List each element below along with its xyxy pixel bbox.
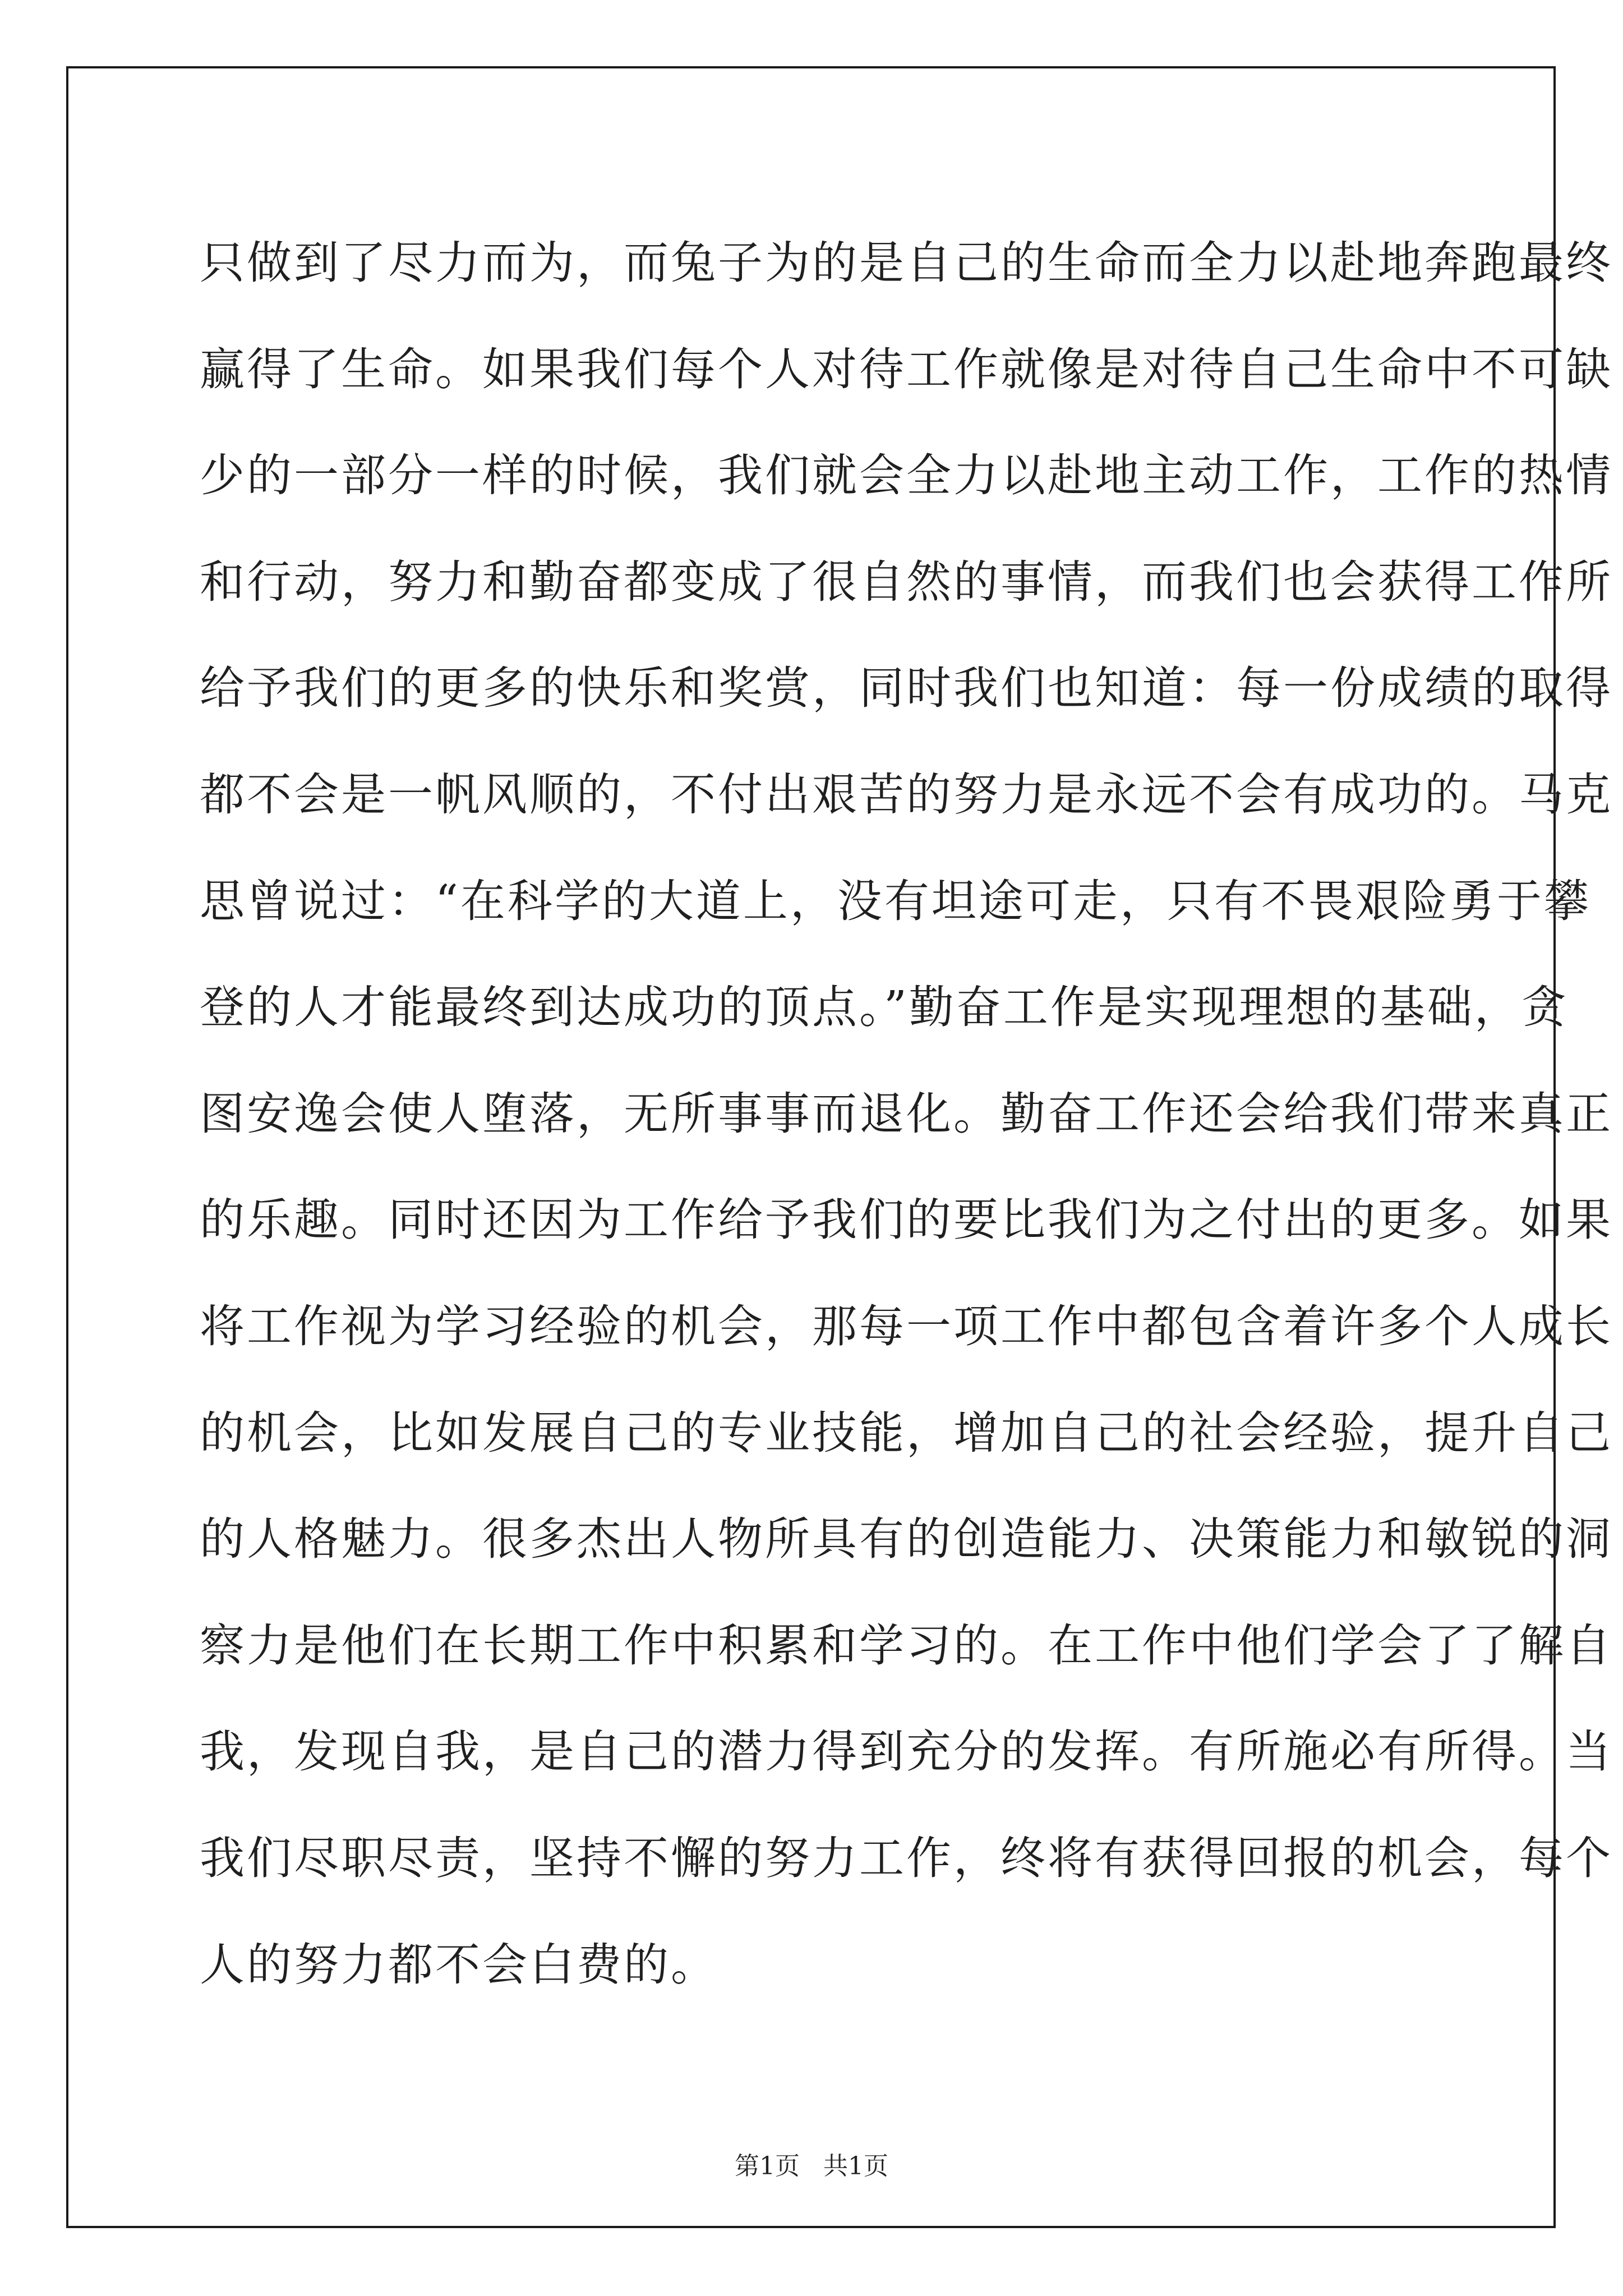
- body-line: 我，发现自我，是自己的潜力得到充分的发挥。有所施必有所得。当: [200, 1726, 1613, 1778]
- body-line: 给予我们的更多的快乐和奖赏，同时我们也知道：每一份成绩的取得: [200, 662, 1613, 715]
- body-line: 只做到了尽力而为，而兔子为的是自己的生命而全力以赴地奔跑最终: [200, 237, 1613, 289]
- body-line: 登的人才能最终到达成功的顶点。”勤奋工作是实现理想的基础，贪: [200, 981, 1569, 1034]
- page-number-footer: 第1页 共1页: [735, 2152, 888, 2180]
- body-line: 的机会，比如发展自己的专业技能，增加自己的社会经验，提升自己: [200, 1406, 1613, 1459]
- body-line: 人的努力都不会白费的。: [200, 1938, 718, 1991]
- body-line: 我们尽职尽责，坚持不懈的努力工作，终将有获得回报的机会，每个: [200, 1832, 1613, 1884]
- body-line: 少的一部分一样的时候，我们就会全力以赴地主动工作，工作的热情: [200, 449, 1613, 502]
- document-body: [200, 210, 1613, 2018]
- body-line: 的人格魅力。很多杰出人物所具有的创造能力、决策能力和敏锐的洞: [200, 1513, 1613, 1566]
- body-line: 察力是他们在长期工作中积累和学习的。在工作中他们学会了了解自: [200, 1619, 1613, 1672]
- body-line: 的乐趣。同时还因为工作给予我们的要比我们为之付出的更多。如果: [200, 1194, 1613, 1246]
- body-line: 赢得了生命。如果我们每个人对待工作就像是对待自己生命中不可缺: [200, 343, 1613, 395]
- body-line: 都不会是一帆风顺的，不付出艰苦的努力是永远不会有成功的。马克: [200, 768, 1613, 821]
- body-line: 图安逸会使人堕落，无所事事而退化。勤奋工作还会给我们带来真正: [200, 1087, 1613, 1140]
- body-line: 和行动，努力和勤奋都变成了很自然的事情，而我们也会获得工作所: [200, 555, 1613, 608]
- body-line: 将工作视为学习经验的机会，那每一项工作中都包含着许多个人成长: [200, 1300, 1613, 1352]
- body-line: 思曾说过：“在科学的大道上，没有坦途可走，只有不畏艰险勇于攀: [200, 875, 1591, 927]
